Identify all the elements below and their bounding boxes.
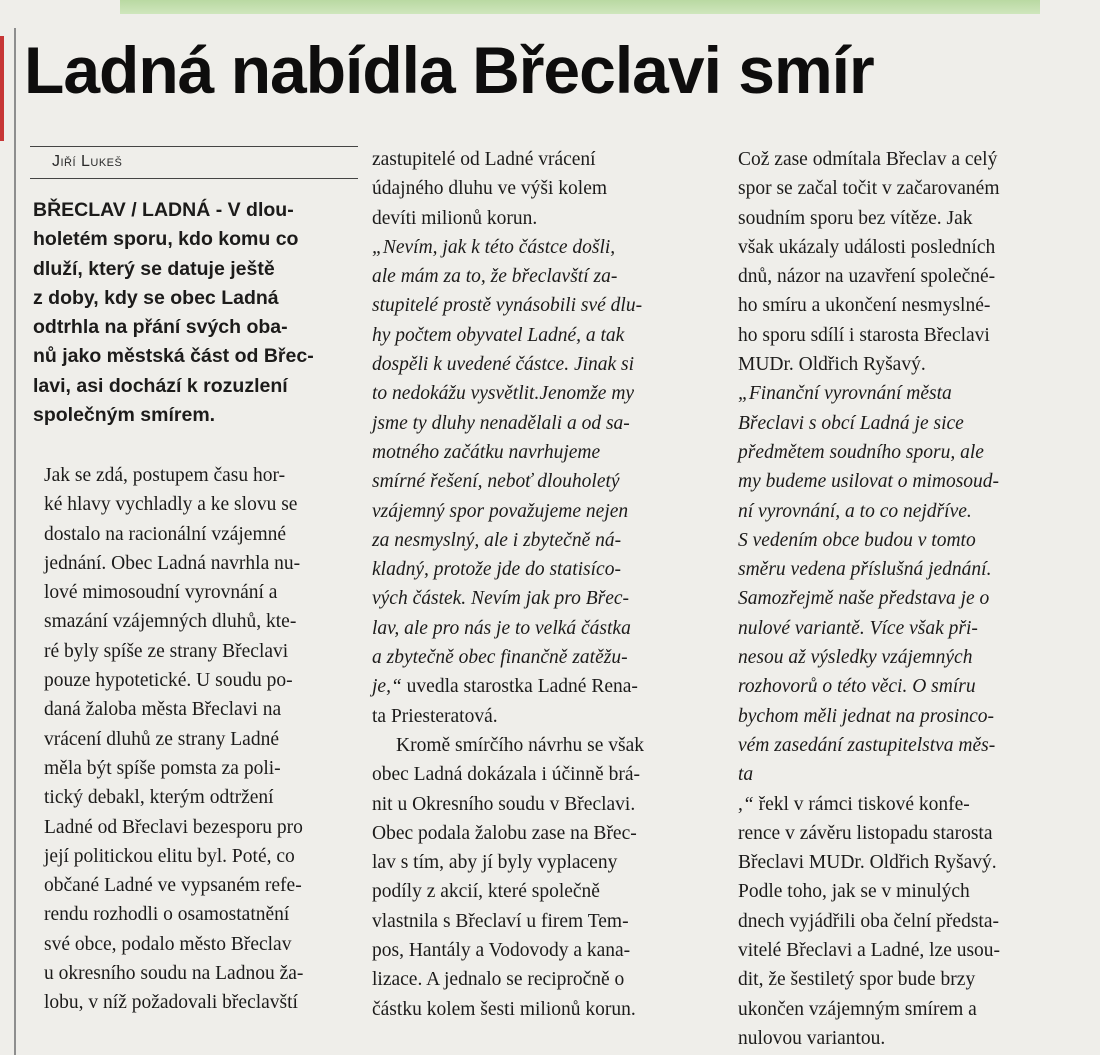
text-line: občané Ladné ve vypsaném refe- [44,875,302,897]
text-line: podíly z akcií, které společně [372,881,600,903]
quote-line: motného začátku navrhujeme [372,441,601,463]
text-line: Břeclavi MUDr. Oldřich Ryšavý. [738,852,997,874]
quote-line: a zbytečně obec finančně zatěžu- [372,647,628,669]
red-margin-mark [0,36,4,141]
text-line: ho smíru a ukončení nesmyslné- [738,295,991,317]
text-line: ta Priesteratová. [372,705,498,727]
byline-rule-top [30,146,358,147]
lead-line: nů jako městská část od Břec- [33,345,314,368]
quote-close-line [372,672,720,701]
text-line: vlastnila s Břeclaví u firem Tem- [372,910,629,932]
quote-line: ta [738,764,754,786]
quote-line: směru vedena příslušná jednání. [738,559,992,581]
green-header-strip [120,0,1040,14]
quote-line: jsme ty dluhy nenadělali a od sa- [372,412,630,434]
text-line: MUDr. Oldřich Ryšavý. [738,354,926,376]
column-1 [44,461,362,1018]
text-line: měla být spíše pomsta za poli- [44,757,281,779]
text-line: zastupitelé od Ladné vrácení [372,149,596,170]
quote-line: nesou až výsledky vzájemných [738,647,973,669]
lead-line: odtrhla na přání svých oba- [33,316,288,339]
text-line: lizace. A jednalo se recipročně o [372,969,625,991]
quote-line: nulové variantě. Více však při- [738,617,978,639]
quote-line: vzájemný spor považujeme nejen [372,500,629,522]
byline: Jiří Lukeš [52,153,123,170]
lead-line: BŘECLAV / LADNÁ - V dlou- [33,199,294,221]
lead-line: z doby, kdy se obec Ladná [33,286,279,309]
text-line: smazání vzájemných dluhů, kte- [44,611,297,633]
text-line: devíti milionů korun. [372,207,538,229]
quote-line: bychom měli jednat na prosinco- [738,705,994,727]
lead-line: lavi, asi dochází k rozuzlení [33,374,288,397]
text-line: lové mimosoudní vyrovnání a [44,582,278,604]
text-line: však ukázaly události posledních [738,236,996,258]
text-line: dostalo na racionální vzájemné [44,523,287,545]
quote-line: Samozřejmě naše představa je o [738,588,990,610]
lead-line: dluží, který se datuje ještě [33,257,275,280]
text-line: ukončen vzájemným smírem a [738,998,977,1020]
text-line: vrácení dluhů ze strany Ladné [44,728,279,750]
text-line: ho sporu sdílí i starosta Břeclavi [738,324,990,346]
lead-paragraph [33,196,359,430]
text-line: Ladné od Břeclavi bezesporu pro [44,816,303,838]
quote-line: stupitelé prostě vynásobili své dlu- [372,295,643,317]
quote-line: ale mám za to, že břeclavští za- [372,266,618,288]
quote-close-line [738,790,1080,819]
text-line: soudním sporu bez vítěze. Jak [738,207,973,229]
text-line: své obce, podalo město Břeclav [44,933,292,955]
headline: Ladná nabídla Břeclavi smír [24,33,874,107]
text-line: údajného dluhu ve výši kolem [372,178,608,200]
text-line: Obec podala žalobu zase na Břec- [372,822,637,844]
quote-line: ní vyrovnání, a to co nejdříve. [738,500,972,522]
text-line: obec Ladná dokázala i účinně brá- [372,764,640,786]
text-line: daná žaloba města Břeclavi na [44,699,282,721]
text-line: vitelé Břeclavi a Ladné, lze usou- [738,940,1001,962]
text-line: rendu rozhodli o osamostatnění [44,904,290,926]
quote-close: je,“ [372,676,402,698]
quote-line: dospěli k uvedené částce. Jinak si [372,354,635,376]
quote-line: S vedením obce budou v tomto [738,529,976,551]
lead-line: holetém sporu, kdo komu co [33,228,299,251]
attribution-text: uvedla starostka Ladné Rena- [401,676,638,698]
quote-line: smírné řešení, neboť dlouholetý [372,471,620,493]
attribution-text: řekl v rámci tiskové konfe- [753,793,970,815]
column-2 [372,145,720,1024]
quote-line: „Finanční vyrovnání města [738,383,952,405]
text-line: Podle toho, jak se v minulých [738,881,970,903]
quote-line: Břeclavi s obcí Ladná je sice [738,412,964,434]
quote-line: my budeme usilovat o mimosoud- [738,471,1000,493]
byline-rule-bottom [30,178,358,179]
text-line: Jak se zdá, postupem času hor- [44,465,286,486]
text-line: pos, Hantály a Vodovody a kana- [372,940,631,962]
text-line: lav s tím, aby jí byly vyplaceny [372,852,618,874]
text-line: nit u Okresního soudu v Břeclavi. [372,793,636,815]
text-line: dnů, názor na uzavření společné- [738,266,996,288]
quote-close: ,“ [738,793,754,815]
text-line: částku kolem šesti milionů korun. [372,998,636,1020]
text-line: Kromě smírčího návrhu se však [396,734,645,756]
quote-line: vých částek. Nevím jak pro Břec- [372,588,629,610]
text-line: ké hlavy vychladly a ke slovu se [44,494,298,516]
column-3 [738,145,1080,1053]
text-line: Což zase odmítala Břeclav a celý [738,149,998,170]
text-line: jednání. Obec Ladná navrhla nu- [44,552,301,574]
quote-line: rozhovorů o této věci. O smíru [738,676,976,698]
text-line: ré byly spíše ze strany Břeclavi [44,640,289,662]
quote-line: vém zasedání zastupitelstva měs- [738,734,996,756]
text-line: tický debakl, kterým odtržení [44,787,274,809]
text-line: její politickou elitu byl. Poté, co [44,845,295,867]
quote-line: předmětem soudního sporu, ale [738,441,984,463]
left-column-rule [14,28,16,1055]
text-line: dnech vyjádřili oba čelní předsta- [738,910,999,932]
quote-line: „Nevím, jak k této částce došli, [372,236,616,258]
quote-line: to nedokážu vysvětlit.Jenomže my [372,383,635,405]
quote-line: kladný, protože jde do statisíco- [372,559,621,581]
lead-line: společným smírem. [33,404,216,427]
text-line: lobu, v níž požadovali břeclavští [44,992,298,1014]
text-line: u okresního soudu na Ladnou ža- [44,963,304,985]
quote-line: za nesmyslný, ale i zbytečně ná- [372,529,622,551]
text-line: dit, že šestiletý spor bude brzy [738,969,976,991]
quote-line: lav, ale pro nás je to velká částka [372,617,631,639]
quote-line: hy počtem obyvatel Ladné, a tak [372,324,625,346]
text-line: spor se začal točit v začarovaném [738,178,1000,200]
text-line: pouze hypotetické. U soudu po- [44,670,293,692]
text-line: nulovou variantou. [738,1027,886,1049]
text-line: rence v závěru listopadu starosta [738,822,993,844]
